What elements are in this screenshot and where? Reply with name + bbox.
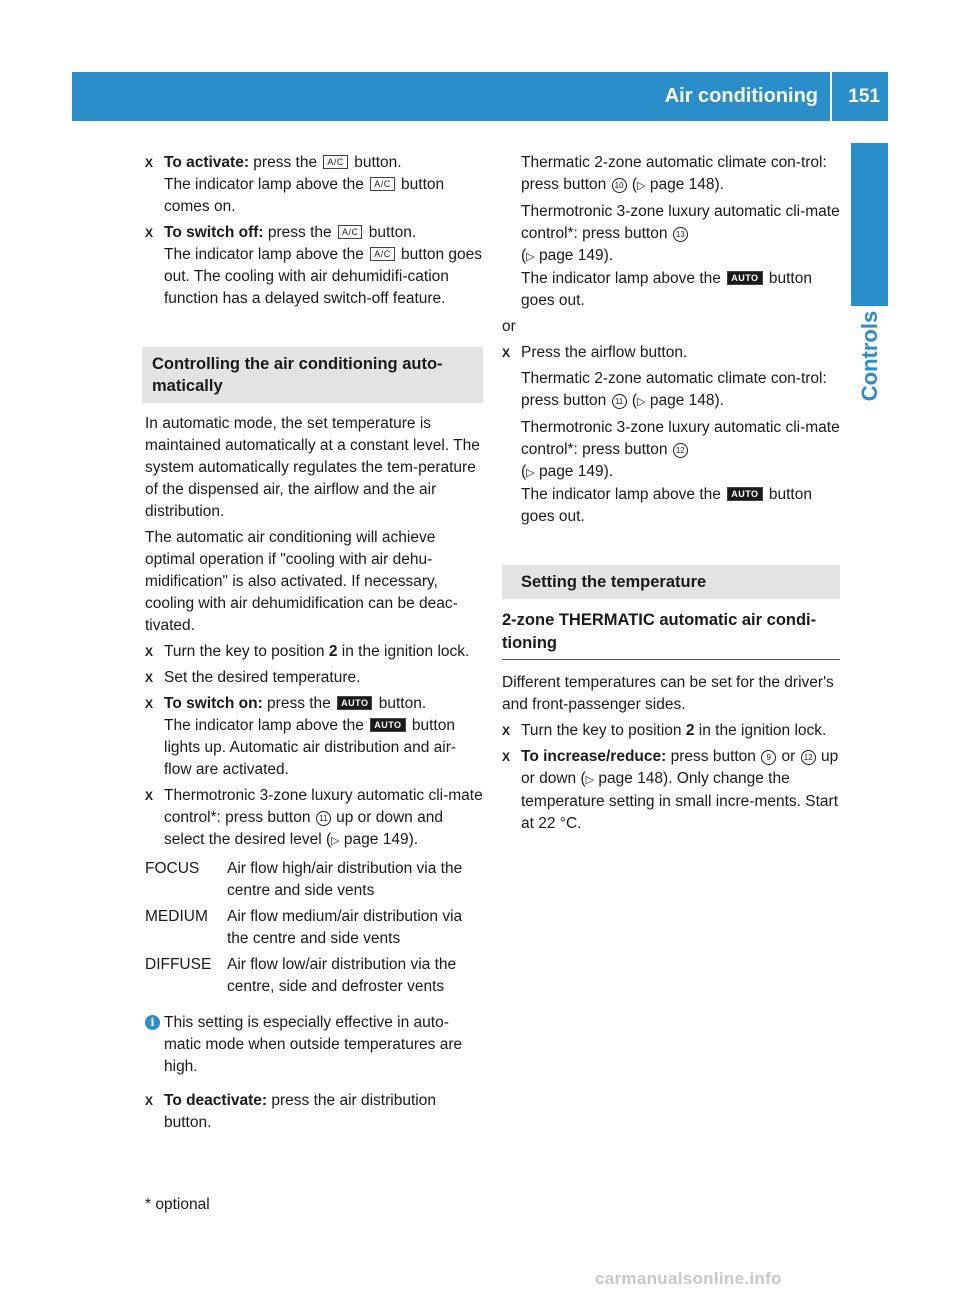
auto-button-icon: AUTO (337, 696, 372, 710)
step-set-temperature: X Set the desired temperature. (145, 667, 483, 689)
paragraph: Thermatic 2-zone automatic climate con-trol: press button 10 (▷ page 148). (521, 154, 827, 193)
step-arrow-icon: X (145, 697, 154, 711)
step-arrow-icon: X (145, 671, 154, 685)
paragraph-or: or (502, 318, 516, 335)
button-number-icon: 10 (612, 178, 627, 193)
subheading: 2-zone THERMATIC automatic air condi-tioning (502, 609, 840, 660)
indented-block (502, 152, 840, 312)
step-arrow-icon: X (145, 1094, 154, 1108)
step-ignition: X Turn the key to position 2 in the ignition lock. (145, 641, 483, 663)
mode-table (145, 858, 483, 1002)
button-number-icon: 12 (801, 750, 816, 765)
button-number-icon: 9 (761, 750, 776, 765)
page-reference-icon: ▷ (585, 774, 595, 786)
header-bar (72, 72, 888, 121)
page-reference-icon: ▷ (526, 251, 535, 263)
page-title: Air conditioning (664, 85, 818, 107)
section-heading-automatic: Controlling the air conditioning auto-matically (142, 347, 483, 403)
indented-block (502, 368, 840, 528)
step-arrow-icon: X (145, 645, 154, 659)
table-row: MEDIUM Air flow medium/air distribution via the centre and side vents (145, 908, 463, 947)
paragraph: Thermatic 2-zone automatic climate con-trol: press button 11 (▷ page 148). (521, 370, 827, 409)
page-reference-icon: ▷ (637, 180, 646, 192)
step-airflow: X Press the airflow button. (502, 342, 840, 364)
step-ignition: X Turn the key to position 2 in the ignition lock. (502, 720, 840, 742)
page-reference-icon: ▷ (526, 467, 535, 479)
ac-button-icon: A/C (338, 225, 363, 239)
watermark: carmanualsonline.info (595, 1269, 782, 1288)
step-activate: X To activate: press the A/C button. The indicator lamp above the A/C button comes on. (145, 154, 445, 215)
auto-button-icon: AUTO (727, 487, 762, 501)
table-row: FOCUS Air flow high/air distribution via the centre and side vents (145, 860, 463, 899)
side-tab (851, 143, 888, 306)
auto-button-icon: AUTO (370, 718, 405, 732)
step-arrow-icon: X (502, 724, 511, 738)
ac-button-icon: A/C (370, 247, 395, 261)
step-arrow-icon: X (502, 346, 511, 360)
right-column (502, 152, 840, 839)
footnote: * optional (145, 1196, 210, 1213)
auto-button-icon: AUTO (727, 271, 762, 285)
button-number-icon: 11 (316, 811, 331, 826)
step-arrow-icon: X (145, 789, 154, 803)
step-arrow-icon: X (502, 750, 511, 764)
header-divider (830, 72, 832, 121)
step-switch-on: X To switch on: press the AUTO button. The indicator lamp above the AUTO button lights up. Automatic air distribution and air-flow are activated. (145, 695, 457, 778)
step-switch-off: X To switch off: press the A/C button. The indicator lamp above the A/C button goes out. The cooling with air dehumidifi-cation function has a delayed switch-off feature. (145, 224, 483, 307)
info-note: i This setting is especially effective in auto-matic mode when outside temperatures are high. (145, 1012, 483, 1078)
section-heading-temperature: Setting the temperature (502, 565, 840, 599)
left-column (145, 152, 483, 1138)
info-icon: i (145, 1015, 160, 1030)
step-thermotronic: X Thermotronic 3-zone luxury automatic cli-mate control*: press button 11 up or down and select the desired level (▷ page 149). (145, 787, 483, 848)
paragraph: Different temperatures can be set for the driver's and front-passenger sides. (502, 674, 834, 713)
button-number-icon: 11 (612, 394, 627, 409)
step-deactivate: X To deactivate: press the air distribution button. (145, 1092, 436, 1131)
table-row: DIFFUSE Air flow low/air distribution via the centre, side and defroster vents (145, 956, 457, 995)
side-tab-label-box (851, 306, 888, 406)
paragraph: The automatic air conditioning will achieve optimal operation if "cooling with air dehu-midification" is also activated. If necessary, cooling with air dehumidification can be deac-tivated. (145, 529, 458, 634)
ac-button-icon: A/C (323, 155, 348, 169)
side-tab-label: Controls (856, 310, 882, 402)
step-arrow-icon: X (145, 156, 154, 170)
step-arrow-icon: X (145, 226, 154, 240)
step-increase-reduce: X To increase/reduce: press button 9 or 12 up or down (▷ page 148). Only change the temperature setting in small incre-ments. Start at 22 °C. (502, 748, 839, 832)
paragraph: Thermotronic 3-zone luxury automatic cli-mate control*: press button 12 (▷ page 149). The indicator lamp above the AUTO button goes out. (521, 419, 840, 525)
page-number: 151 (848, 86, 880, 107)
paragraph: Thermotronic 3-zone luxury automatic cli-mate control*: press button 13 (▷ page 149). The indicator lamp above the AUTO button goes out. (521, 203, 840, 309)
paragraph: In automatic mode, the set temperature is maintained automatically at a constant level. The system automatically regulates the tem-perature of the dispensed air, the airflow and the air distribution. (145, 415, 480, 520)
button-number-icon: 13 (673, 227, 688, 242)
page-reference-icon: ▷ (331, 835, 340, 847)
button-number-icon: 12 (673, 443, 688, 458)
ac-button-icon: A/C (370, 177, 395, 191)
page-reference-icon: ▷ (637, 396, 646, 408)
